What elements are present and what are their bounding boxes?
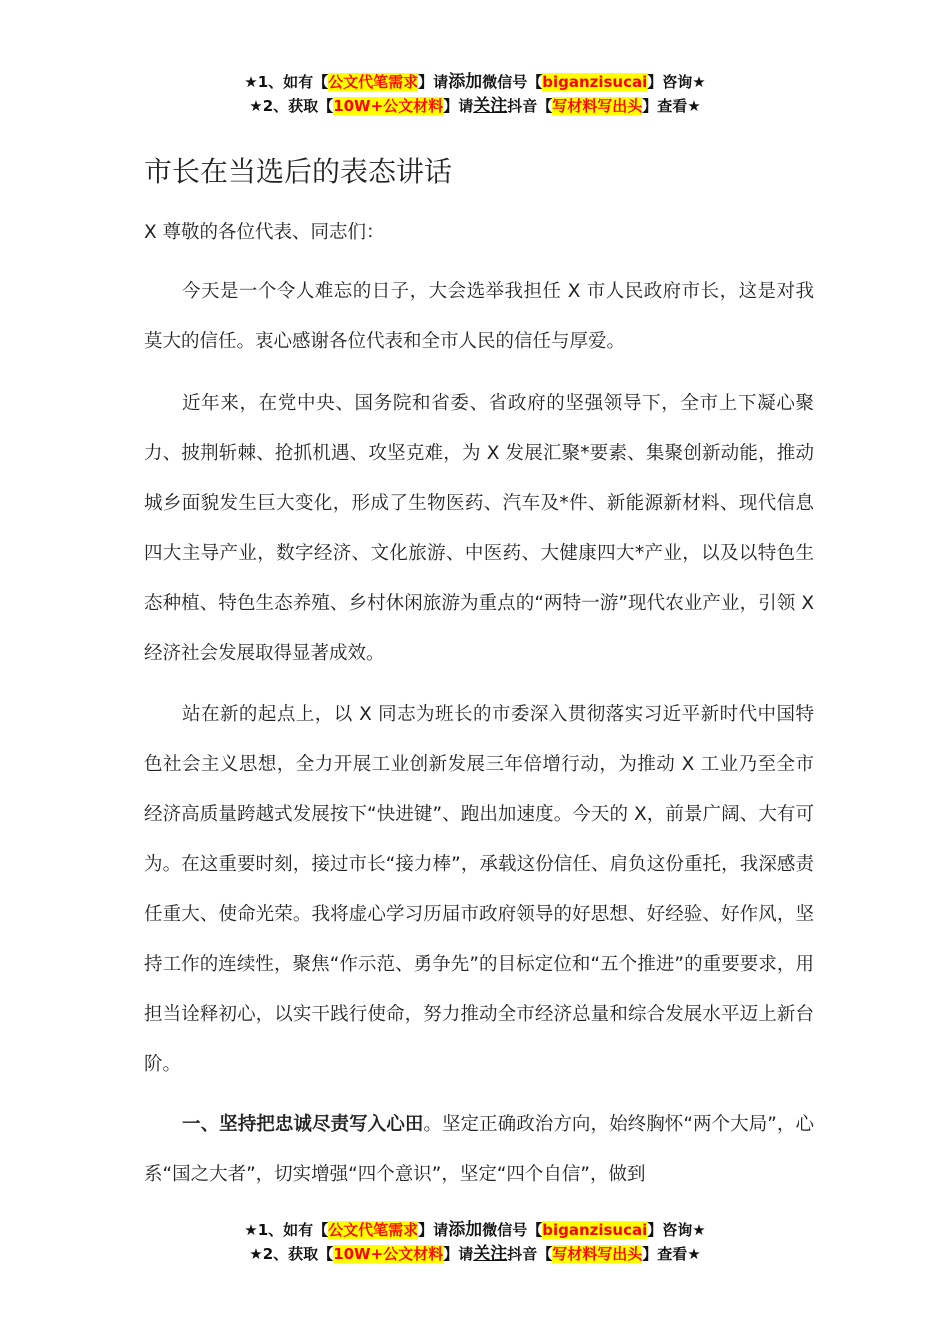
banner-text: 】咨询★ (647, 1221, 706, 1239)
footer-banner (0, 1218, 950, 1266)
header-banner (0, 70, 950, 118)
banner-highlight: 公文代笔需求 (328, 1221, 419, 1239)
banner-line-1 (0, 70, 950, 94)
banner-douyin-id: 写材料写出头 (552, 1245, 643, 1263)
banner-text: 微信号【 (482, 73, 543, 91)
section-heading: 一、坚持把忠诚尽责写入心田 (182, 1114, 424, 1135)
banner-text: ★1、如有【 (244, 1221, 329, 1239)
banner-text: 】请 (418, 73, 449, 91)
paragraph-4 (144, 1100, 814, 1200)
banner-emphasis: 添加 (448, 72, 483, 92)
banner-emphasis: 关注 (473, 1244, 508, 1264)
banner-emphasis: 关注 (473, 96, 508, 116)
banner-text: 微信号【 (482, 1221, 543, 1239)
banner-text: ★2、获取【 (249, 97, 334, 115)
banner-douyin-id: 写材料写出头 (552, 97, 643, 115)
paragraph-2: 近年来，在党中央、国务院和省委、省政府的坚强领导下，全市上下凝心聚力、披荆斩棘、抢抓机遇、攻坚克难，为 X 发展汇聚*要素、集聚创新动能，推动城乡面貌发生巨大变化，形成了生物医药、汽车及*件、新能源新材料、现代信息四大主导产业，数字经济、文化旅游、中医药、大健康四大*产业，以及以特色生态种植、特色生态养殖、乡村休闲旅游为重点的“两特一游”现代农业产业，引领 X 经济社会发展取得显著成效。 (144, 393, 814, 664)
banner-text: 】请 (443, 97, 474, 115)
banner-text: 抖音【 (507, 1245, 553, 1263)
paragraph-1: 今天是一个令人难忘的日子，大会选举我担任 X 市人民政府市长，这是对我莫大的信任。衷心感谢各位代表和全市人民的信任与厚爱。 (144, 281, 814, 352)
banner-line-2 (0, 94, 950, 118)
banner-text: 】查看★ (642, 97, 701, 115)
banner-wechat-id: biganzisucai (542, 73, 648, 91)
banner-text: 】查看★ (642, 1245, 701, 1263)
banner-line-1 (0, 1218, 950, 1242)
banner-text: ★1、如有【 (244, 73, 329, 91)
banner-text: 】请 (443, 1245, 474, 1263)
banner-highlight: 10W+公文材料 (333, 1245, 444, 1263)
banner-emphasis: 添加 (448, 1220, 483, 1240)
paragraph-3: 站在新的起点上，以 X 同志为班长的市委深入贯彻落实习近平新时代中国特色社会主义思想，全力开展工业创新发展三年倍增行动，为推动 X 工业乃至全市经济高质量跨越式发展按下“快进键”、跑出加速度。今天的 X，前景广阔、大有可为。在这重要时刻，接过市长“接力棒”，承载这份信任、肩负这份重托，我深感责任重大、使命光荣。我将虚心学习历届市政府领导的好思想、好经验、好作风，坚持工作的连续性，聚焦“作示范、勇争先”的目标定位和“五个推进”的重要要求，用担当诠释初心，以实干践行使命，努力推动全市经济总量和综合发展水平迈上新台阶。 (144, 704, 814, 1075)
banner-text: ★2、获取【 (249, 1245, 334, 1263)
salutation: X 尊敬的各位代表、同志们： (144, 222, 385, 243)
banner-text: 】请 (418, 1221, 449, 1239)
document-title: 市长在当选后的表态讲话 (144, 155, 453, 188)
banner-text: 抖音【 (507, 97, 553, 115)
paragraph-text: 。坚定正确政治方向，始终胸怀“两个大局”，心系“国之大者”，切实增强“四个意识”，坚定“四个自信”，做到 (144, 1114, 814, 1185)
banner-wechat-id: biganzisucai (542, 1221, 648, 1239)
banner-highlight: 10W+公文材料 (333, 97, 444, 115)
banner-highlight: 公文代笔需求 (328, 73, 419, 91)
banner-line-2 (0, 1242, 950, 1266)
banner-text: 】咨询★ (647, 73, 706, 91)
